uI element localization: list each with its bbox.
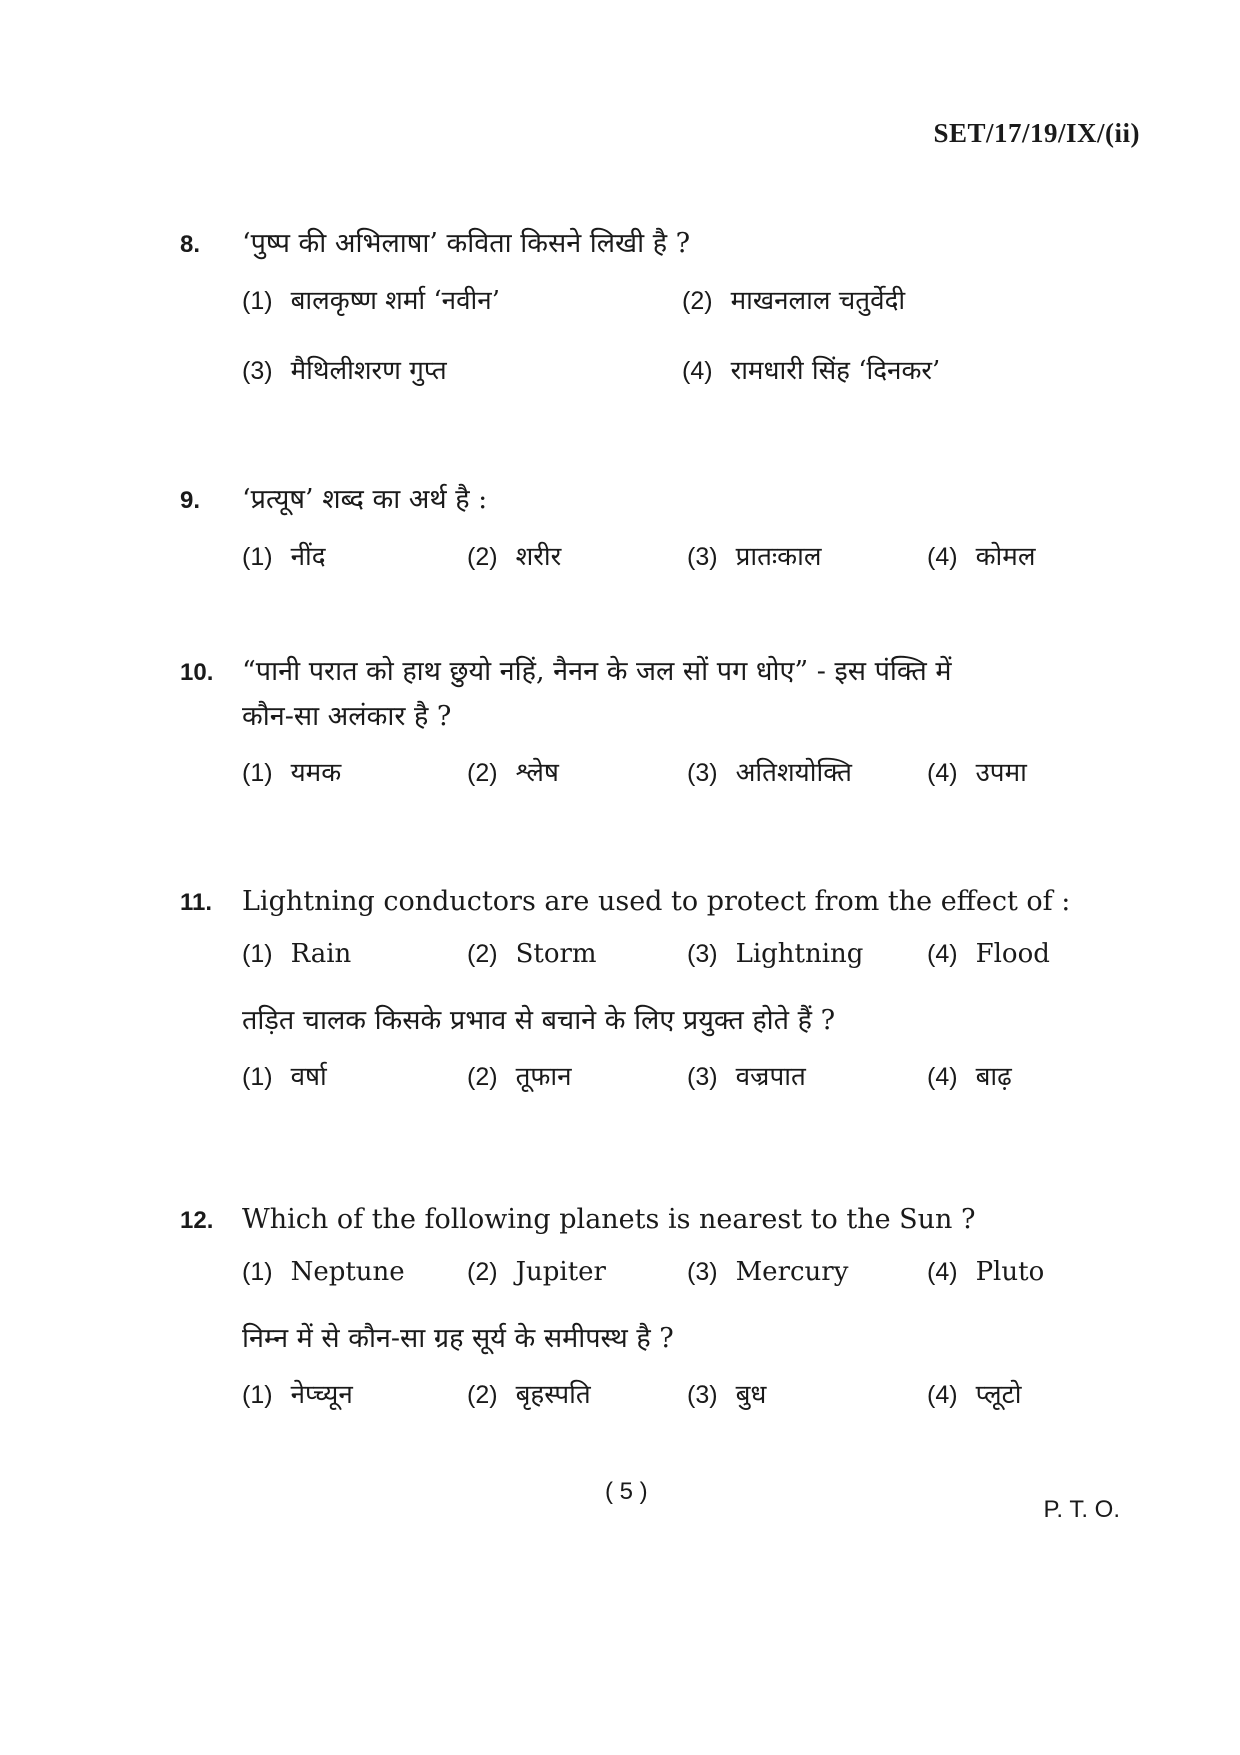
option-1: (1) Rain <box>242 939 352 969</box>
option-4: (4) प्लूटो <box>927 1380 1022 1410</box>
option-2: (2) तूफान <box>467 1062 572 1092</box>
question-number: 12. <box>180 1207 214 1234</box>
option-1: (1) वर्षा <box>242 1062 327 1092</box>
option-2: (2) बृहस्पति <box>467 1380 591 1410</box>
question-text-continued: कौन-सा अलंकार है ? <box>242 701 452 732</box>
options-row-hindi <box>242 1043 1140 1113</box>
options-row <box>242 739 1140 809</box>
options-row <box>242 925 1140 995</box>
option-3: (3) वज्रपात <box>687 1062 806 1092</box>
option-3: (3) Mercury <box>687 1257 849 1287</box>
option-4: (4) Flood <box>927 939 1050 969</box>
option-1: (1) यमक <box>242 758 342 788</box>
question-text: Lightning conductors are used to protect from the effect of : <box>242 886 1071 917</box>
question-number: 9. <box>180 487 201 514</box>
option-1: (1) Neptune <box>242 1257 405 1287</box>
option-2: (2) शरीर <box>467 542 562 572</box>
question-number: 8. <box>180 231 201 258</box>
option-4: (4) उपमा <box>927 758 1027 788</box>
option-4: (4) बाढ़ <box>927 1062 1012 1092</box>
question-9 <box>180 478 1140 593</box>
option-1: (1) नेप्च्यून <box>242 1380 353 1410</box>
page-number: ( 5 ) <box>605 1478 648 1505</box>
question-8 <box>180 222 1140 407</box>
question-text: ‘पुष्प की अभिलाषा’ कविता किसने लिखी है ? <box>242 228 691 259</box>
question-10 <box>180 650 1140 809</box>
question-11 <box>180 880 1140 1113</box>
option-2: (2) Storm <box>467 939 597 969</box>
option-3: (3) Lightning <box>687 939 864 969</box>
option-4: (4) कोमल <box>927 542 1036 572</box>
option-2: (2) श्लेष <box>467 758 559 788</box>
set-code: SET/17/19/IX/(ii) <box>933 118 1140 148</box>
options-row <box>242 337 1140 407</box>
option-3: (3) बुध <box>687 1380 767 1410</box>
question-12 <box>180 1198 1140 1431</box>
option-3: (3) प्रातःकाल <box>687 542 822 572</box>
options-row-hindi <box>242 1361 1140 1431</box>
question-text-hindi: तड़ित चालक किसके प्रभाव से बचाने के लिए प्रयुक्त होते हैं ? <box>242 1005 836 1036</box>
option-3: (3) अतिशयोक्ति <box>687 758 852 788</box>
question-text: Which of the following planets is nearest to the Sun ? <box>242 1204 976 1235</box>
question-text: ‘प्रत्यूष’ शब्द का अर्थ है : <box>242 484 488 515</box>
option-3: (3) मैथिलीशरण गुप्त <box>242 356 447 386</box>
option-4: (4) रामधारी सिंह ‘दिनकर’ <box>682 356 941 386</box>
option-2: (2) माखनलाल चतुर्वेदी <box>682 286 906 316</box>
options-row <box>242 523 1140 593</box>
options-row <box>242 267 1140 337</box>
option-1: (1) बालकृष्ण शर्मा ‘नवीन’ <box>242 286 500 316</box>
pto-label: P. T. O. <box>1043 1496 1120 1523</box>
question-number: 10. <box>180 659 214 686</box>
option-2: (2) Jupiter <box>467 1257 606 1287</box>
option-1: (1) नींद <box>242 542 326 572</box>
question-number: 11. <box>180 889 213 916</box>
options-row <box>242 1243 1140 1313</box>
question-text: “पानी परात को हाथ छुयो नहिं, नैनन के जल सों पग धोए” - इस पंक्ति में <box>242 656 952 687</box>
question-text-hindi: निम्न में से कौन-सा ग्रह सूर्य के समीपस्थ है ? <box>242 1323 674 1354</box>
option-4: (4) Pluto <box>927 1257 1045 1287</box>
